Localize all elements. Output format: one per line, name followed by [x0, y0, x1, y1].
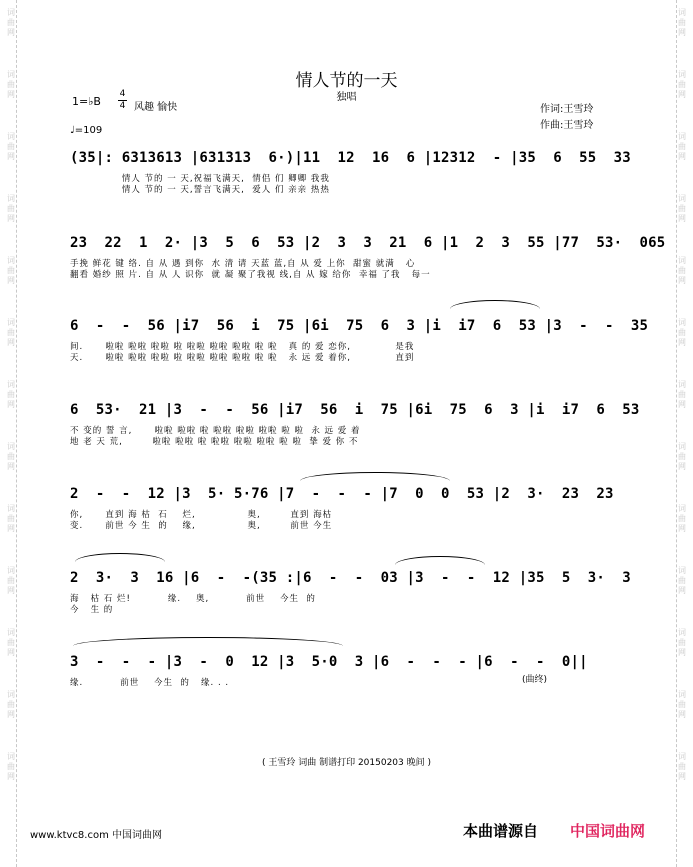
lyric-verse-2: 变. 前世 今 生 的 缘, 奥, 前世 今生	[70, 521, 333, 531]
lyric-verse-2: 地 老 天 荒, 啦啦 啦啦 啦 啦啦 啦啦 啦啦 啦 啦 挚 爱 你 不	[70, 437, 359, 447]
watermark-text: 词曲网	[678, 318, 686, 347]
score-line-6	[70, 568, 630, 630]
watermark-text: 词曲网	[678, 566, 686, 595]
watermark-text: 词曲网	[678, 504, 686, 533]
right-margin	[676, 0, 689, 867]
watermark-text: 词曲网	[678, 752, 686, 781]
watermark-text: 词曲网	[7, 256, 15, 285]
watermark-text: 词曲网	[678, 132, 686, 161]
watermark-text: 词曲网	[678, 690, 686, 719]
lyric-verse-2: 情人 节的 一 天,誓言飞满天, 爱人 们 亲亲 热热	[70, 185, 330, 195]
watermark-text: 词曲网	[7, 504, 15, 533]
slur	[300, 472, 450, 481]
source-site-link[interactable]: 中国词曲网	[570, 822, 646, 840]
watermark-text: 词曲网	[7, 318, 15, 347]
lyric-verse-1: 你, 直到 海 枯 石 烂, 奥, 直到 海枯	[70, 510, 333, 520]
score-line-3	[70, 316, 649, 378]
score-line-4	[70, 400, 640, 462]
watermark-text: 词曲网	[678, 256, 686, 285]
watermark-text: 词曲网	[7, 628, 15, 657]
tempo-marking: ♩=109	[70, 125, 103, 136]
notation: 6 - - 56 |i7 56 i 75 |6i 75 6 3 |i i7 6 53 |3 - - 35	[70, 318, 649, 334]
lyric-verse-1: 情人 节的 一 天,祝福飞满天, 情侣 们 卿卿 我我	[70, 174, 330, 184]
watermark-text: 词曲网	[7, 690, 15, 719]
meter-top: 4	[119, 89, 126, 99]
notation: 3 - - - |3 - 0 12 |3 5·0 3 |6 - - - |6 - - 0||	[70, 654, 588, 670]
source-label: 本曲谱源自	[463, 822, 539, 840]
notation: 23 22 1 2· |3 5 6 53 |2 3 3 21 6 |1 2 3 55 |77 53· 065	[70, 235, 666, 251]
score-footnote: ( 王雪玲 词曲 制谱打印 20150203 晚间 )	[262, 758, 431, 768]
watermark-text: 词曲网	[7, 442, 15, 471]
watermark-text: 词曲网	[678, 194, 686, 223]
score-line-2	[70, 233, 666, 295]
time-signature	[118, 89, 127, 112]
notation: 2 3· 3 16 |6 - -(35 :|6 - - 03 |3 - - 12 |35 5 3· 3	[70, 570, 631, 586]
meter-bottom: 4	[119, 101, 126, 111]
lyric-verse-1: 缘. 前世 今生 的 缘. . .	[70, 678, 230, 688]
watermark-text: 词曲网	[7, 380, 15, 409]
slur	[75, 553, 165, 562]
watermark-text: 词曲网	[678, 380, 686, 409]
mood-marking: 风趣 愉快	[134, 102, 178, 113]
watermark-text: 词曲网	[7, 132, 15, 161]
watermark-text: 词曲网	[678, 628, 686, 657]
watermark-text: 词曲网	[7, 566, 15, 595]
slur	[450, 300, 540, 309]
watermark-text: 词曲网	[678, 8, 686, 37]
left-margin	[4, 0, 17, 867]
lyric-verse-1: 间. 啦啦 啦啦 啦啦 啦 啦啦 啦啦 啦啦 啦 啦 真 的 爱 恋你, 是我	[70, 342, 415, 352]
notation: 6 53· 21 |3 - - 56 |i7 56 i 75 |6i 75 6 3 |i i7 6 53	[70, 402, 640, 418]
lyric-verse-1: 海 枯 石 烂! 缘. 奥, 前世 今生 的	[70, 594, 316, 604]
site-url: www.ktvc8.com 中国词曲网	[30, 830, 163, 841]
lyric-verse-2: 天. 啦啦 啦啦 啦啦 啦 啦啦 啦啦 啦啦 啦 啦 永 远 爱 着你, 直到	[70, 353, 415, 363]
composer-credit: 作曲:王雪玲	[540, 120, 594, 131]
score-line-1	[70, 148, 630, 210]
slur	[73, 637, 343, 646]
lyric-verse-2: 翻看 婚纱 照 片. 自 从 人 识你 就 凝 聚了我视 线,自 从 嫁 给你 幸福 了我 每一	[70, 270, 431, 280]
watermark-text: 词曲网	[678, 70, 686, 99]
lyric-verse-1: 手挽 鲜花 键 络. 自 从 遇 到你 水 清 请 天蓝 蓝,自 从 爱 上你 甜蜜 就满 心	[70, 259, 416, 269]
notation: 2 - - 12 |3 5· 5·76 |7 - - - |7 0 0 53 |2 3· 23 23	[70, 486, 614, 502]
lyricist-credit: 作词:王雪玲	[540, 104, 594, 115]
watermark-text: 词曲网	[7, 70, 15, 99]
score-line-5	[70, 484, 630, 546]
slur	[395, 556, 485, 565]
song-title: 情人节的一天	[295, 71, 398, 91]
key-signature: 1=♭B	[72, 95, 101, 108]
watermark-text: 词曲网	[678, 442, 686, 471]
notation: (35|: 6313613 |631313 6·)|11 12 16 6 |12312 - |35 6 55 33	[70, 150, 631, 166]
end-marking: (曲终)	[522, 675, 548, 685]
watermark-text: 词曲网	[7, 752, 15, 781]
song-subtitle: 独唱	[336, 92, 357, 103]
lyric-verse-2: 今 生 的	[70, 605, 114, 615]
watermark-text: 词曲网	[7, 8, 15, 37]
lyric-verse-1: 不 变的 誓 言, 啦啦 啦啦 啦 啦啦 啦啦 啦啦 啦 啦 永 远 爱 着	[70, 426, 361, 436]
watermark-text: 词曲网	[7, 194, 15, 223]
